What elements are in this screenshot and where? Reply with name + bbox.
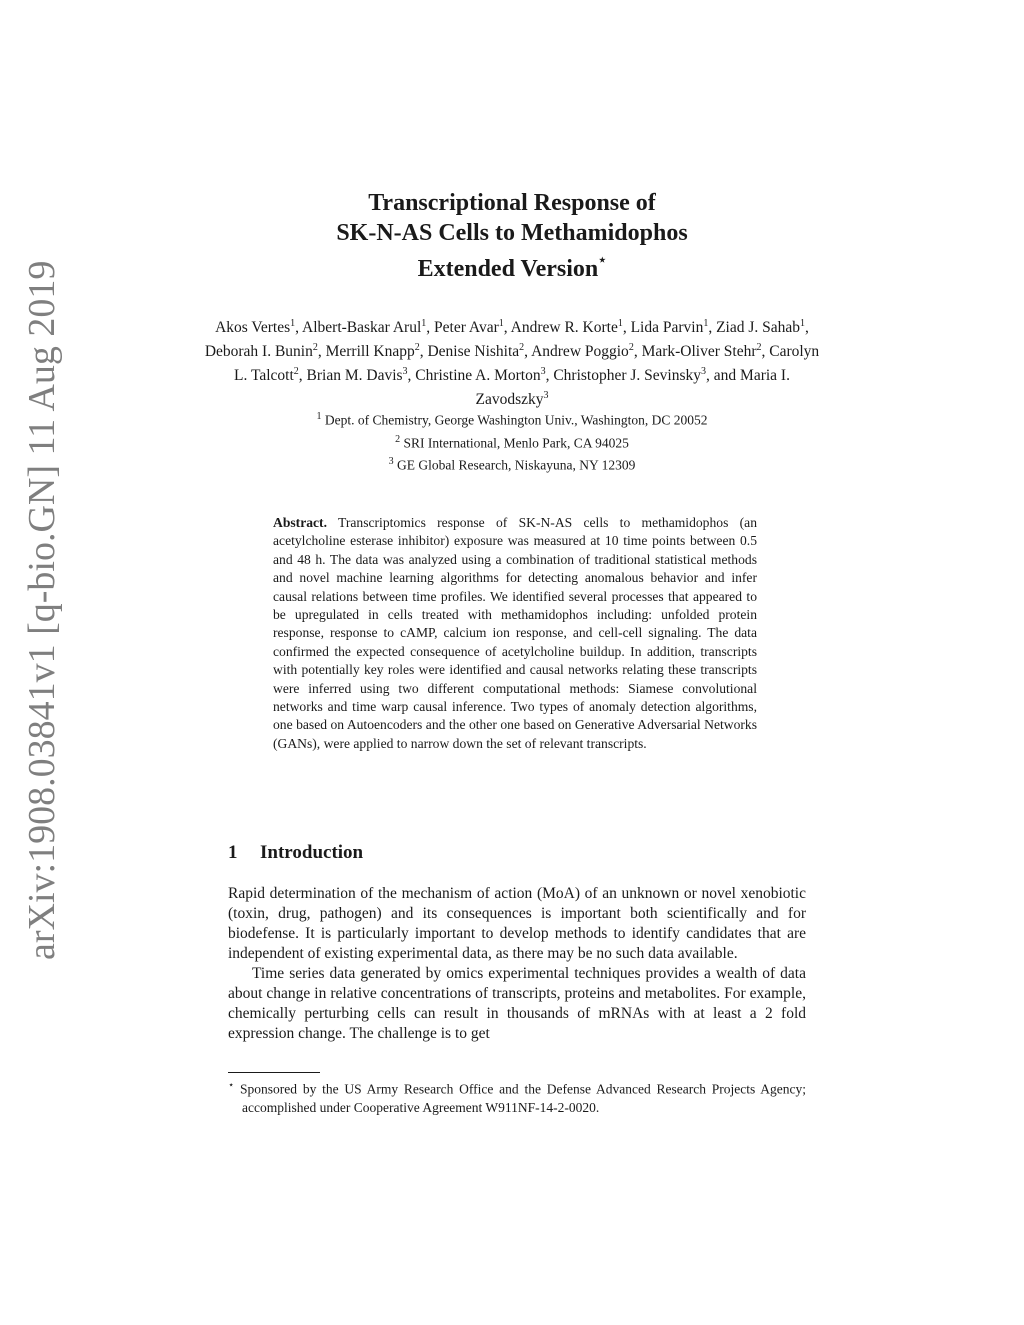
author-separator: , bbox=[633, 343, 642, 361]
affiliation-list bbox=[200, 407, 824, 475]
abstract-text: Transcriptomics response of SK-N-AS cells to methamidophos (an acetylcholine esterase inhibitor) exposure was measured at 10 time points between 0.5 and 48 h. The data was analyzed using a combination of traditional statistical methods and novel machine learning algorithms for detecting anomalous behavior and infer causal relations between time profiles. We identified several processes that appeared to be upregulated in cells treated with methamidophos including: unfolded protein response, response to cAMP, calcium ion response, and cell-cell signaling. The data confirmed the expected consequence of acetylcholine buildup. In addition, transcripts with potentially key roles were identified and causal networks relating these transcripts were inferred using two different computational methods: Siamese convolutional networks and time warp causal inference. Two types of anomaly detection algorithms, one based on Autoencoders and the other one based on Generative Adversarial Networks (GANs), were applied to narrow down the set of relevant transcripts. bbox=[273, 515, 757, 751]
author-name: Ziad J. Sahab bbox=[716, 319, 801, 337]
title-footnote-star: ⋆ bbox=[598, 252, 607, 267]
author-name: Denise Nishita bbox=[427, 343, 520, 361]
abstract-label: Abstract. bbox=[273, 515, 327, 530]
author-name: Lida Parvin bbox=[630, 319, 704, 337]
affiliation-text: GE Global Research, Niskayuna, NY 12309 bbox=[393, 457, 636, 473]
author-separator: , bbox=[805, 319, 809, 337]
affiliation-number: 3 bbox=[388, 456, 394, 467]
author-name: Christopher J. Sevinsky bbox=[553, 367, 702, 385]
footnote-rule bbox=[228, 1072, 320, 1073]
author-list bbox=[200, 314, 824, 411]
arxiv-identifier-stamp: arXiv:1908.03841v1 [q-bio.GN] 11 Aug 2019 bbox=[21, 260, 63, 960]
author-separator: , bbox=[622, 319, 631, 337]
footnote-mark: ⋆ bbox=[228, 1080, 235, 1091]
author-affiliation-mark: 3 bbox=[543, 390, 549, 402]
author-affiliation-mark: 3 bbox=[540, 366, 546, 378]
author-separator: , bbox=[503, 319, 511, 337]
author-separator: , bbox=[419, 343, 428, 361]
author-affiliation-mark: 3 bbox=[402, 366, 408, 378]
title-line-3 bbox=[0, 248, 1024, 284]
title-line-1: Transcriptional Response of bbox=[368, 190, 656, 216]
author-name: Mark-Oliver Stehr bbox=[641, 343, 757, 361]
author-separator: , bbox=[524, 343, 532, 361]
author-name: Andrew Poggio bbox=[531, 343, 629, 361]
affiliation-number: 1 bbox=[316, 411, 322, 422]
footnote-text: Sponsored by the US Army Research Office and the Defense Advanced Research Projects Agency; accomplished under Cooperative Agreement W911NF-14-2-0020. bbox=[240, 1081, 806, 1115]
author-affiliation-mark: 2 bbox=[293, 366, 299, 378]
author-separator: , bbox=[426, 319, 435, 337]
author-name: Merrill Knapp bbox=[325, 343, 415, 361]
author-affiliation-mark: 2 bbox=[628, 342, 634, 354]
author-affiliation-mark: 2 bbox=[312, 342, 318, 354]
author-separator: , bbox=[708, 319, 717, 337]
author-name: Deborah I. Bunin bbox=[204, 343, 313, 361]
author-name: Maria I. Zavodszky bbox=[475, 367, 790, 409]
introduction-body bbox=[228, 884, 806, 1044]
author-name: Carolyn L. Talcott bbox=[234, 343, 820, 385]
author-separator: , bbox=[298, 367, 307, 385]
author-affiliation-mark: 1 bbox=[703, 318, 709, 329]
affiliation-text: SRI International, Menlo Park, CA 94025 bbox=[400, 435, 629, 450]
title-line-2: SK-N-AS Cells to Methamidophos bbox=[336, 220, 688, 246]
section-heading-introduction bbox=[228, 840, 363, 866]
author-name: Christine A. Morton bbox=[415, 367, 541, 385]
author-separator: , bbox=[407, 367, 416, 385]
author-affiliation-mark: 1 bbox=[421, 318, 427, 329]
author-name: Brian M. Davis bbox=[306, 367, 403, 385]
author-separator: , bbox=[295, 319, 303, 337]
author-affiliation-mark: 1 bbox=[800, 318, 806, 329]
title-line-3-text: Extended Version bbox=[417, 256, 599, 282]
author-name: Akos Vertes bbox=[215, 319, 291, 337]
author-name: Albert-Baskar Arul bbox=[302, 319, 422, 337]
author-affiliation-mark: 2 bbox=[414, 342, 420, 354]
affiliation-line bbox=[200, 430, 824, 453]
author-separator: , bbox=[761, 343, 770, 361]
section-number: 1 bbox=[228, 842, 238, 863]
author-affiliation-mark: 1 bbox=[290, 318, 296, 329]
author-affiliation-mark: 2 bbox=[519, 342, 525, 354]
affiliation-number: 2 bbox=[395, 433, 401, 445]
section-title: Introduction bbox=[260, 842, 364, 863]
author-name: Peter Avar bbox=[434, 319, 499, 337]
author-separator: , bbox=[545, 367, 554, 385]
author-affiliation-mark: 2 bbox=[756, 342, 762, 354]
author-affiliation-mark: 1 bbox=[498, 318, 504, 329]
paper-title bbox=[0, 188, 1024, 284]
author-separator: , bbox=[317, 343, 326, 361]
paragraph-2: Time series data generated by omics experimental techniques provides a wealth of data about change in relative concentrations of transcripts, proteins and metabolites. For example, chemically perturbing cells can result in thousands of mRNAs with at least a 2 fold expression change. The challenge is to get bbox=[228, 965, 806, 1042]
author-name: Andrew R. Korte bbox=[510, 319, 618, 337]
abstract bbox=[273, 514, 757, 753]
author-affiliation-mark: 1 bbox=[617, 318, 623, 329]
affiliation-line bbox=[200, 407, 824, 430]
affiliation-line bbox=[200, 452, 824, 475]
affiliation-text: Dept. of Chemistry, George Washington Univ., Washington, DC 20052 bbox=[321, 412, 708, 428]
author-affiliation-mark: 3 bbox=[701, 366, 707, 378]
author-separator: , and bbox=[706, 367, 741, 385]
paragraph-1: Rapid determination of the mechanism of action (MoA) of an unknown or novel xenobiotic (toxin, drug, pathogen) and its consequences is important both scientifically and for biodefense. It is particularly important to develop methods to identify candidates that are independent of existing experimental data, as there may be no such data available. bbox=[228, 885, 806, 962]
footnote bbox=[228, 1077, 806, 1117]
